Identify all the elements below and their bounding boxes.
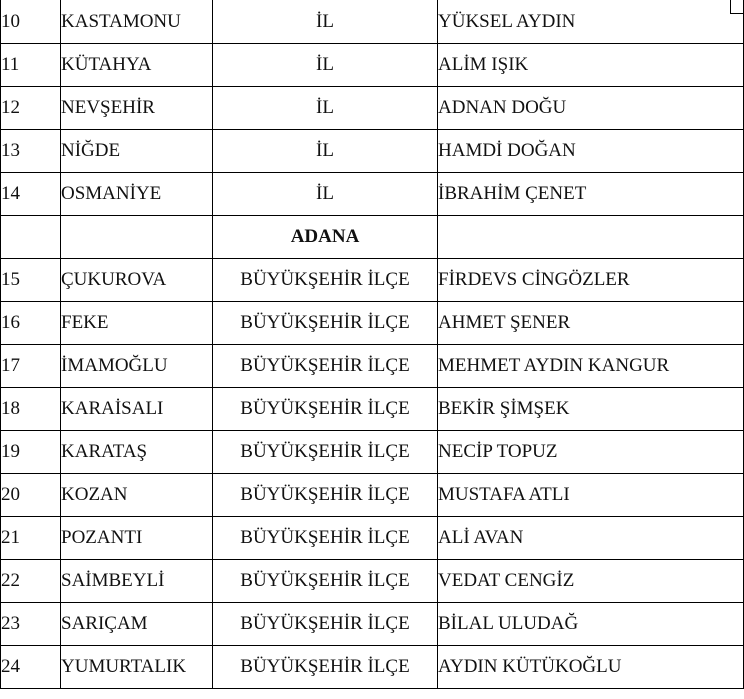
place-name-cell xyxy=(61,215,213,258)
municipality-type-cell: BÜYÜKŞEHİR İLÇE xyxy=(213,258,438,301)
table-row xyxy=(1,516,744,559)
municipality-type-cell: İL xyxy=(213,129,438,172)
table-row xyxy=(1,559,744,602)
municipality-type-cell: BÜYÜKŞEHİR İLÇE xyxy=(213,301,438,344)
place-name-cell: KARATAŞ xyxy=(61,430,213,473)
municipality-type-cell: BÜYÜKŞEHİR İLÇE xyxy=(213,387,438,430)
row-number-cell: 16 xyxy=(1,301,61,344)
table-row xyxy=(1,602,744,645)
place-name-cell: YUMURTALIK xyxy=(61,645,213,688)
mayor-name-cell: ALİM IŞIK xyxy=(438,43,744,86)
municipality-type-cell: İL xyxy=(213,0,438,43)
row-number-cell: 11 xyxy=(1,43,61,86)
row-number-cell: 20 xyxy=(1,473,61,516)
row-number-cell: 14 xyxy=(1,172,61,215)
place-name-cell: NEVŞEHİR xyxy=(61,86,213,129)
mayor-name-cell: MEHMET AYDIN KANGUR xyxy=(438,344,744,387)
municipality-type-cell: BÜYÜKŞEHİR İLÇE xyxy=(213,344,438,387)
place-name-cell: OSMANİYE xyxy=(61,172,213,215)
row-number-cell xyxy=(1,215,61,258)
place-name-cell: POZANTI xyxy=(61,516,213,559)
mayor-name-cell: HAMDİ DOĞAN xyxy=(438,129,744,172)
municipality-type-cell: İL xyxy=(213,43,438,86)
row-number-cell: 19 xyxy=(1,430,61,473)
row-number-cell: 13 xyxy=(1,129,61,172)
table-row xyxy=(1,43,744,86)
municipality-type-cell: İL xyxy=(213,86,438,129)
mayor-name-cell: VEDAT CENGİZ xyxy=(438,559,744,602)
mayor-name-cell: İBRAHİM ÇENET xyxy=(438,172,744,215)
mayor-name-cell: AYDIN KÜTÜKOĞLU xyxy=(438,645,744,688)
municipality-type-cell: BÜYÜKŞEHİR İLÇE xyxy=(213,602,438,645)
place-name-cell: KASTAMONU xyxy=(61,0,213,43)
place-name-cell: KÜTAHYA xyxy=(61,43,213,86)
table-row xyxy=(1,430,744,473)
row-number-cell: 24 xyxy=(1,645,61,688)
place-name-cell: KARAİSALI xyxy=(61,387,213,430)
place-name-cell: ÇUKUROVA xyxy=(61,258,213,301)
row-number-cell: 10 xyxy=(1,0,61,43)
municipality-type-cell: BÜYÜKŞEHİR İLÇE xyxy=(213,559,438,602)
row-number-cell: 22 xyxy=(1,559,61,602)
table-row xyxy=(1,86,744,129)
place-name-cell: SAİMBEYLİ xyxy=(61,559,213,602)
mayor-name-cell: ADNAN DOĞU xyxy=(438,86,744,129)
table-row xyxy=(1,258,744,301)
municipality-type-cell: BÜYÜKŞEHİR İLÇE xyxy=(213,473,438,516)
mayor-name-cell: FİRDEVS CİNGÖZLER xyxy=(438,258,744,301)
row-number-cell: 15 xyxy=(1,258,61,301)
row-number-cell: 17 xyxy=(1,344,61,387)
municipality-type-cell: BÜYÜKŞEHİR İLÇE xyxy=(213,516,438,559)
table-row xyxy=(1,645,744,688)
place-name-cell: KOZAN xyxy=(61,473,213,516)
municipality-type-cell: BÜYÜKŞEHİR İLÇE xyxy=(213,645,438,688)
mayor-name-cell: BİLAL ULUDAĞ xyxy=(438,602,744,645)
place-name-cell: FEKE xyxy=(61,301,213,344)
municipality-type-cell: BÜYÜKŞEHİR İLÇE xyxy=(213,430,438,473)
mayor-name-cell: NECİP TOPUZ xyxy=(438,430,744,473)
place-name-cell: NİĞDE xyxy=(61,129,213,172)
mayor-name-cell: ALİ AVAN xyxy=(438,516,744,559)
mayor-name-cell xyxy=(438,215,744,258)
mayor-name-cell: YÜKSEL AYDIN xyxy=(438,0,744,43)
province-name-cell: ADANA xyxy=(213,215,438,258)
table-row xyxy=(1,301,744,344)
mayor-name-cell: BEKİR ŞİMŞEK xyxy=(438,387,744,430)
row-number-cell: 23 xyxy=(1,602,61,645)
table-row xyxy=(1,172,744,215)
row-number-cell: 21 xyxy=(1,516,61,559)
table-row xyxy=(1,344,744,387)
row-number-cell: 18 xyxy=(1,387,61,430)
mayor-name-cell: MUSTAFA ATLI xyxy=(438,473,744,516)
table-body xyxy=(1,0,744,688)
place-name-cell: İMAMOĞLU xyxy=(61,344,213,387)
table-row xyxy=(1,0,744,43)
province-header-row xyxy=(1,215,744,258)
municipality-type-cell: İL xyxy=(213,172,438,215)
table-row xyxy=(1,387,744,430)
table-row xyxy=(1,129,744,172)
place-name-cell: SARIÇAM xyxy=(61,602,213,645)
mayor-name-cell: AHMET ŞENER xyxy=(438,301,744,344)
table-row xyxy=(1,473,744,516)
row-number-cell: 12 xyxy=(1,86,61,129)
